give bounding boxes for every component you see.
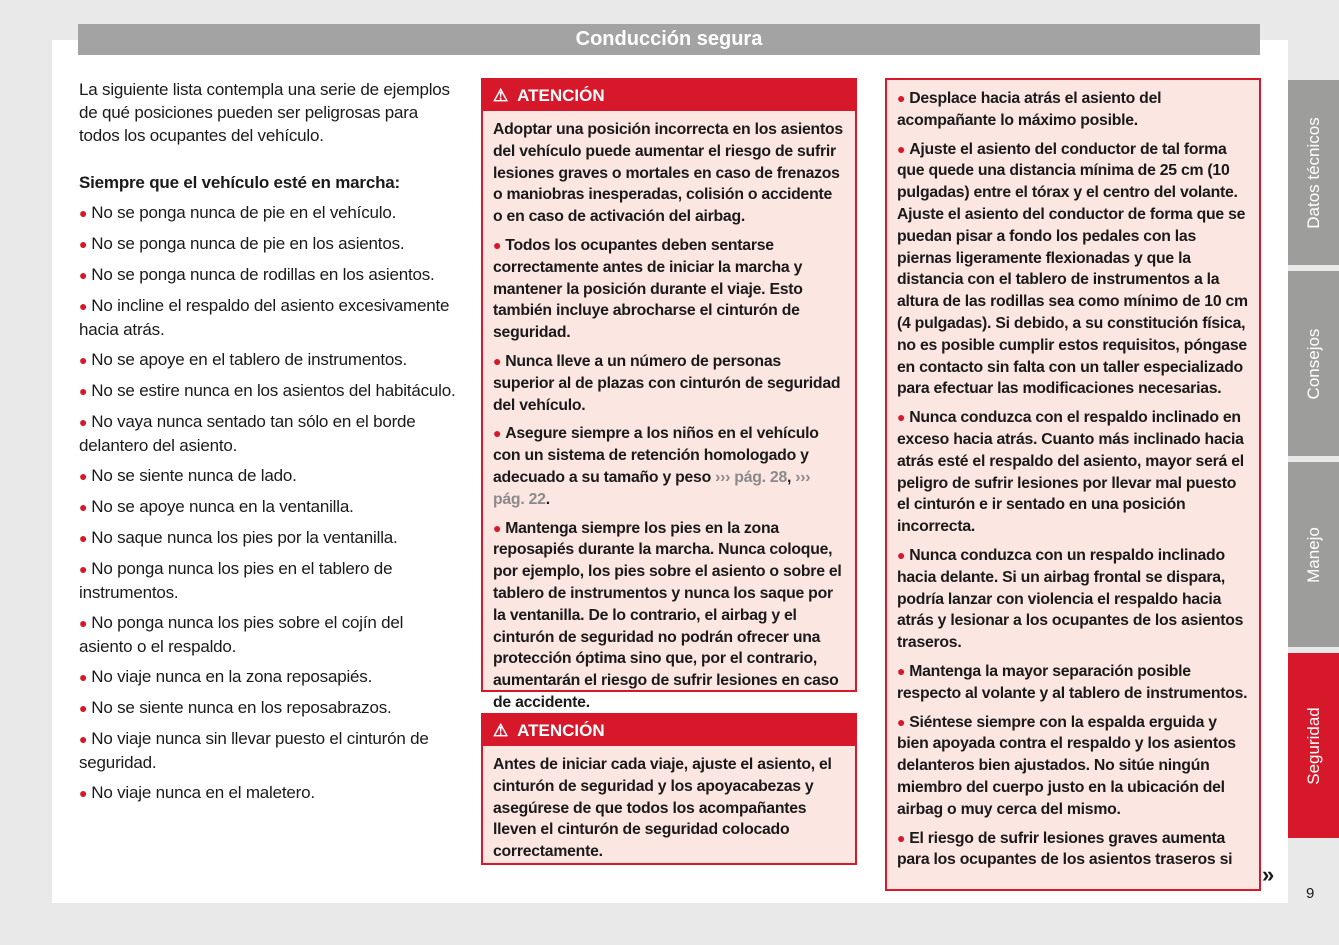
list-item: ● No viaje nunca en la zona reposapiés.: [79, 667, 373, 686]
list-item: ● El riesgo de sufrir lesiones graves aumenta para los ocupantes de los asientos traseros si: [897, 829, 1233, 869]
list-item: ● No ponga nunca los pies en el tablero de instrumentos.: [79, 559, 393, 602]
bullet-icon: ●: [79, 669, 88, 685]
list-item: ● Todos los ocupantes deben sentarse correctamente antes de iniciar la marcha y mantener la posición durante el viaje. Esto también incluye abrocharse el cinturón de seguridad.: [493, 236, 803, 342]
warning-triangle-icon: ⚠: [493, 86, 509, 105]
bullet-icon: ●: [897, 829, 906, 846]
list-item: ● No se ponga nunca de pie en el vehículo.: [79, 203, 397, 222]
bullet-icon: ●: [79, 731, 88, 747]
warning-box-1: [481, 78, 857, 711]
page-number: 9: [1306, 885, 1315, 902]
bullet-icon: ●: [79, 615, 88, 631]
list-item: ● No viaje nunca sin llevar puesto el cinturón de seguridad.: [79, 729, 429, 772]
list-item: ● Mantenga la mayor separación posible respecto al volante y al tablero de instrumentos.: [897, 662, 1248, 702]
bullet-icon: ●: [79, 236, 88, 252]
list-item: ● No se ponga nunca de pie en los asientos.: [79, 234, 405, 253]
list-item: ● Ajuste el asiento del conductor de tal forma que quede una distancia mínima de 25 cm (10 pulgadas) entre el tórax y el centro del volante. Ajuste el asiento del conductor de forma que se puedan pisar a fondo los pedales con las piernas ligeramente flexionadas y que la distancia con el tablero de instrumentos a la altura de las rodillas sea como mínimo de 10 cm (4 pulgadas). Si debido, a su constitución física, no es posible cumplir estos requisitos, póngase en contacto sin falta con un taller especializado para efectuar las modificaciones necesarias.: [897, 140, 1248, 398]
list-item: ● No se siente nunca en los reposabrazos.: [79, 698, 392, 717]
list-item: ● Siéntese siempre con la espalda erguida y bien apoyada contra el respaldo y los asientos delanteros bien ajustados. No sitúe ningún miembro del cuerpo justo en la ubicación del airbag o muy cerca del mismo.: [897, 713, 1236, 818]
bullet-icon: ●: [79, 530, 88, 546]
list-item: ● No se siente nunca de lado.: [79, 466, 297, 485]
list-item: ● Nunca lleve a un número de personas superior al de plazas con cinturón de seguridad del vehículo.: [493, 352, 841, 414]
intro-text: La siguiente lista contempla una serie de ejemplos de qué posiciones pueden ser peligrosas para todos los ocupantes del vehículo.: [79, 80, 450, 145]
bullet-icon: ●: [79, 561, 88, 577]
list-item: ● No viaje nunca en el maletero.: [79, 783, 315, 802]
bullet-icon: ●: [897, 409, 906, 426]
bullet-icon: ●: [79, 499, 88, 515]
bullet-icon: ●: [897, 546, 906, 563]
bullet-icon: ●: [897, 713, 906, 730]
bullet-icon: ●: [79, 785, 88, 801]
warning-title: ATENCIÓN: [517, 721, 605, 740]
list-item: ● Nunca conduzca con el respaldo inclinado en exceso hacia atrás. Cuanto más inclinado hacia atrás esté el respaldo del asiento, mayor será el peligro de sufrir lesiones por llevar mal puesto el cinturón e ir sentado en una posición incorrecta.: [897, 409, 1244, 536]
warning-box-2: [481, 713, 857, 865]
warning-lead: Adoptar una posición incorrecta en los asientos del vehículo puede aumentar el riesgo de sufrir lesiones graves o mortales en caso de frenazos o maniobras inesperadas, colisión o accidente o en caso de activación del airbag.: [493, 121, 843, 226]
bullet-icon: ●: [79, 700, 88, 716]
tab-seguridad[interactable]: Seguridad: [1288, 653, 1339, 838]
bullet-icon: ●: [897, 662, 906, 679]
list-item: ● No ponga nunca los pies sobre el cojín del asiento o el respaldo.: [79, 613, 404, 656]
bullet-icon: ●: [79, 414, 88, 430]
continue-arrow-icon: »: [1262, 862, 1275, 887]
bullet-list: [79, 201, 457, 805]
bullet-icon: ●: [79, 298, 88, 314]
bullet-icon: ●: [79, 468, 88, 484]
tab-datos-tecnicos[interactable]: Datos técnicos: [1288, 80, 1339, 265]
warning-continuation-box: [885, 78, 1261, 891]
list-item: ● No saque nunca los pies por la ventanilla.: [79, 528, 398, 547]
list-item: ● Asegure siempre a los niños en el vehículo con un sistema de retención homologado y adecuado a su tamaño y peso ››› pág. 28, ››› pág. 22.: [493, 425, 819, 508]
bullet-icon: ●: [79, 267, 88, 283]
list-item: ● No incline el respaldo del asiento excesivamente hacia atrás.: [79, 296, 450, 339]
left-column: [79, 78, 457, 812]
bullet-icon: ●: [79, 352, 88, 368]
page-link-28[interactable]: ››› pág. 28: [715, 468, 787, 486]
page-link-22[interactable]: ››› pág. 22: [493, 468, 811, 508]
list-item: ● Desplace hacia atrás el asiento del acompañante lo máximo posible.: [897, 90, 1162, 129]
bullet-icon: ●: [79, 205, 88, 221]
warning-triangle-icon: ⚠: [493, 721, 509, 740]
list-item: ● Mantenga siempre los pies en la zona reposapiés durante la marcha. Nunca coloque, por ejemplo, los pies sobre el asiento o sobre el tablero de instrumentos y nunca los saque por la ventanilla. De lo contrario, el airbag y el cinturón de seguridad no podrán ofrecer una protección óptima sino que, por el contrario, aumentarán el riesgo de sufrir lesiones en caso de accidente.: [493, 519, 842, 711]
tab-consejos[interactable]: Consejos: [1288, 271, 1339, 456]
list-item: ● No se estire nunca en los asientos del habitáculo.: [79, 381, 456, 400]
list-item: ● No se apoye en el tablero de instrumentos.: [79, 350, 408, 369]
warning-text: Antes de iniciar cada viaje, ajuste el asiento, el cinturón de seguridad y los apoyacabezas y asegúrese de que todos los acompañantes lleven el cinturón de seguridad colocado correctamente.: [493, 756, 832, 861]
warning-header: [483, 715, 855, 746]
list-item: ● No se ponga nunca de rodillas en los asientos.: [79, 265, 435, 284]
page-title: Conducción segura: [78, 24, 1260, 55]
warning-header: [483, 80, 855, 111]
list-item: ● Nunca conduzca con un respaldo inclinado hacia delante. Si un airbag frontal se dispara, podría lanzar con violencia el respaldo hacia atrás y lesionar a los ocupantes de los asientos traseros.: [897, 546, 1244, 652]
warning-title: ATENCIÓN: [517, 86, 605, 105]
section-heading: Siempre que el vehículo esté en marcha:: [79, 173, 400, 192]
bullet-icon: ●: [897, 90, 906, 106]
bullet-icon: ●: [897, 140, 906, 157]
bullet-icon: ●: [79, 383, 88, 399]
list-item: ● No se apoye nunca en la ventanilla.: [79, 497, 354, 516]
tab-manejo[interactable]: Manejo: [1288, 462, 1339, 647]
list-item: ● No vaya nunca sentado tan sólo en el borde delantero del asiento.: [79, 412, 416, 455]
